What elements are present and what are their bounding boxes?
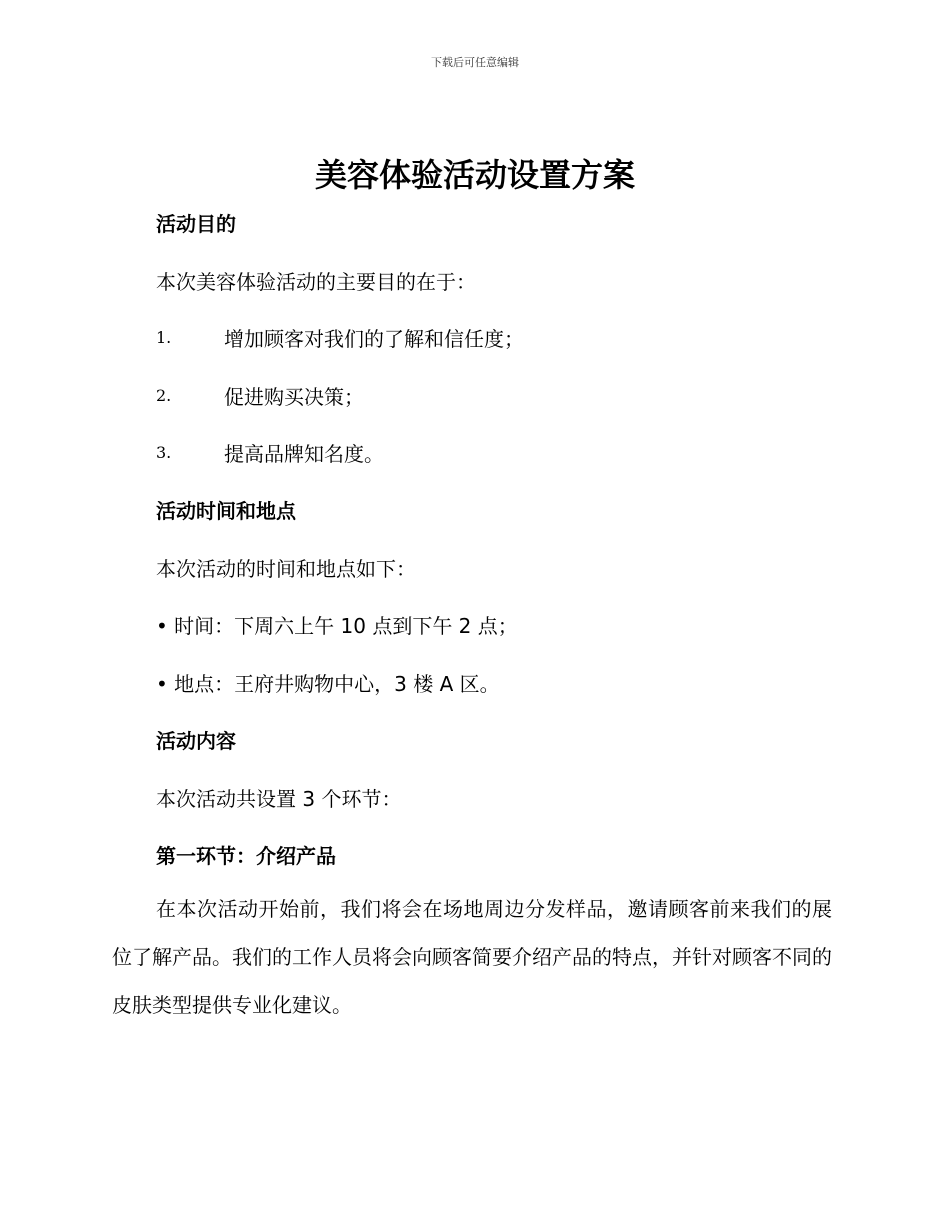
header-note: 下载后可任意编辑: [431, 56, 519, 69]
time-place-intro: 本次活动的时间和地点如下：: [156, 557, 416, 581]
purpose-item-2-text: 促进购买决策；: [224, 385, 364, 409]
bullet-time: • 时间：下周六上午 10 点到下午 2 点；: [156, 614, 518, 638]
purpose-item-3-text: 提高品牌知名度。: [224, 442, 384, 466]
purpose-intro: 本次美容体验活动的主要目的在于：: [156, 270, 476, 294]
section-heading-time-place: 活动时间和地点: [156, 499, 296, 523]
bullet-place: • 地点：王府井购物中心，3 楼 A 区。: [156, 672, 500, 696]
purpose-item-1-text: 增加顾客对我们的了解和信任度；: [224, 327, 524, 351]
page-title: 美容体验活动设置方案: [314, 156, 635, 194]
step1-paragraph: 在本次活动开始前，我们将会在场地周边分发样品，邀请顾客前来我们的展位了解产品。我们的工作人员将会向顾客简要介绍产品的特点，并针对顾客不同的皮肤类型提供专业化建议。: [112, 897, 832, 1017]
purpose-item-3-number: 3.: [156, 443, 172, 462]
section-heading-content: 活动内容: [156, 729, 236, 753]
purpose-item-2-number: 2.: [156, 386, 172, 405]
step1-heading: 第一环节：介绍产品: [156, 844, 336, 868]
section-heading-purpose: 活动目的: [156, 212, 236, 236]
purpose-item-1-number: 1.: [156, 328, 172, 347]
content-intro: 本次活动共设置 3 个环节：: [156, 787, 402, 811]
